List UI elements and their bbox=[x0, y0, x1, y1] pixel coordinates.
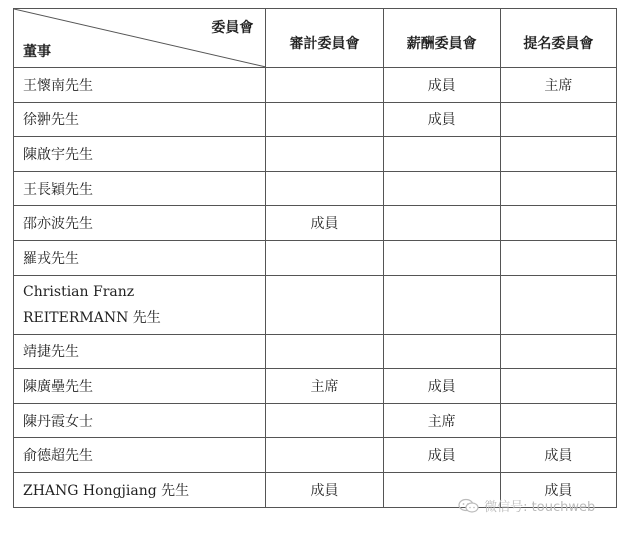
audit-cell bbox=[266, 68, 383, 103]
director-name: 邵亦波先生 bbox=[14, 206, 266, 241]
director-name: 俞德超先生 bbox=[14, 438, 266, 473]
remuneration-cell bbox=[383, 137, 500, 172]
nomination-cell bbox=[500, 334, 616, 369]
table-row bbox=[14, 240, 617, 275]
table-row bbox=[14, 369, 617, 404]
table-row bbox=[14, 102, 617, 137]
director-name: 王長穎先生 bbox=[14, 171, 266, 206]
audit-cell bbox=[266, 403, 383, 438]
remuneration-cell bbox=[383, 206, 500, 241]
director-name: ZHANG Hongjiang 先生 bbox=[14, 472, 266, 507]
table-row bbox=[14, 206, 617, 241]
director-name-line1: Christian Franz bbox=[23, 283, 135, 300]
nomination-cell: 成員 bbox=[500, 438, 616, 473]
remuneration-cell: 主席 bbox=[383, 403, 500, 438]
remuneration-cell: 成員 bbox=[383, 102, 500, 137]
audit-cell bbox=[266, 137, 383, 172]
nomination-cell bbox=[500, 369, 616, 404]
committee-table bbox=[13, 8, 617, 508]
nomination-cell bbox=[500, 240, 616, 275]
audit-cell bbox=[266, 275, 383, 334]
table-row bbox=[14, 137, 617, 172]
remuneration-cell: 成員 bbox=[383, 438, 500, 473]
audit-cell bbox=[266, 240, 383, 275]
watermark-text: 微信号: touchweb bbox=[484, 500, 596, 515]
table-row bbox=[14, 68, 617, 103]
director-name-line2: REITERMANN 先生 bbox=[23, 309, 161, 326]
audit-cell: 成員 bbox=[266, 206, 383, 241]
wechat-icon bbox=[458, 498, 480, 514]
corner-header-cell bbox=[14, 9, 266, 68]
nomination-cell: 主席 bbox=[500, 68, 616, 103]
remuneration-cell bbox=[383, 334, 500, 369]
nomination-cell bbox=[500, 206, 616, 241]
director-name: 徐翀先生 bbox=[14, 102, 266, 137]
nomination-cell bbox=[500, 275, 616, 334]
nomination-cell bbox=[500, 102, 616, 137]
audit-cell bbox=[266, 334, 383, 369]
remuneration-cell: 成員 bbox=[383, 68, 500, 103]
table-row bbox=[14, 403, 617, 438]
corner-label-director: 董事 bbox=[23, 44, 51, 60]
nomination-cell bbox=[500, 171, 616, 206]
nomination-cell bbox=[500, 403, 616, 438]
director-name: 靖捷先生 bbox=[14, 334, 266, 369]
watermark bbox=[458, 496, 618, 518]
remuneration-cell bbox=[383, 275, 500, 334]
nomination-cell bbox=[500, 137, 616, 172]
director-name: 羅戎先生 bbox=[14, 240, 266, 275]
director-name: 陳廣壘先生 bbox=[14, 369, 266, 404]
audit-cell: 主席 bbox=[266, 369, 383, 404]
table-row bbox=[14, 275, 617, 334]
table-row bbox=[14, 438, 617, 473]
audit-cell bbox=[266, 438, 383, 473]
audit-cell bbox=[266, 102, 383, 137]
director-name bbox=[14, 275, 266, 334]
remuneration-cell bbox=[383, 240, 500, 275]
director-name: 王懷南先生 bbox=[14, 68, 266, 103]
nomination-cell: 成員 bbox=[500, 472, 616, 507]
director-name: 陳丹霞女士 bbox=[14, 403, 266, 438]
audit-cell bbox=[266, 171, 383, 206]
column-header-audit: 審計委員會 bbox=[266, 9, 383, 68]
corner-label-committee: 委員會 bbox=[211, 20, 254, 36]
table-row bbox=[14, 334, 617, 369]
table-row bbox=[14, 171, 617, 206]
remuneration-cell bbox=[383, 171, 500, 206]
header-row bbox=[14, 9, 617, 68]
column-header-nomination: 提名委員會 bbox=[500, 9, 616, 68]
audit-cell: 成員 bbox=[266, 472, 383, 507]
director-name: 陳啟宇先生 bbox=[14, 137, 266, 172]
column-header-remuneration: 薪酬委員會 bbox=[383, 9, 500, 68]
remuneration-cell: 成員 bbox=[383, 369, 500, 404]
